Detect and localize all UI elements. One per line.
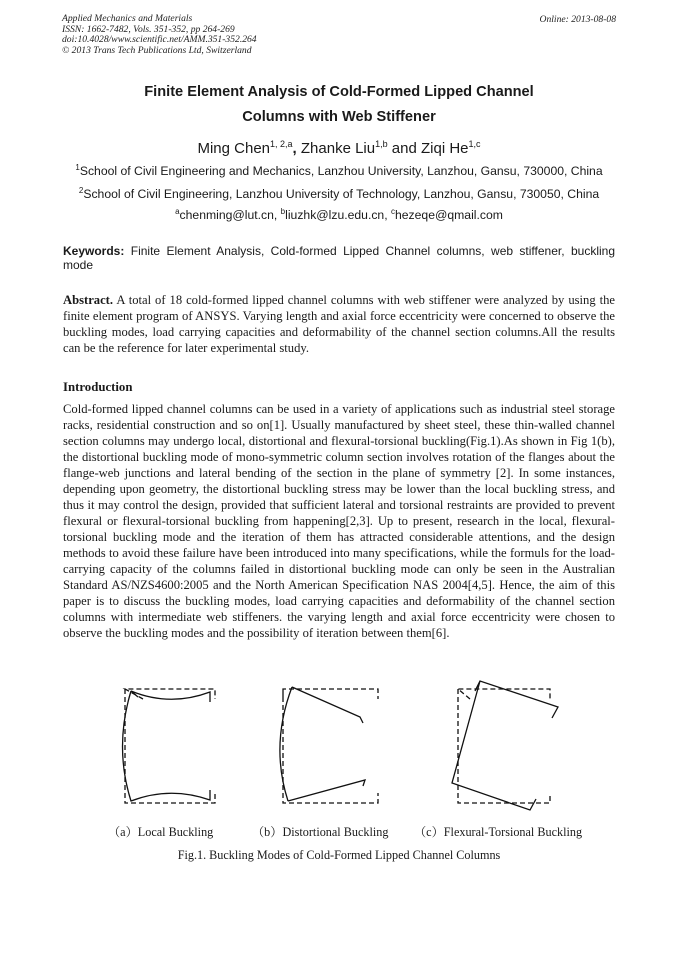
distortional-buckling-diagram <box>280 687 378 803</box>
title-line-1: Finite Element Analysis of Cold-Formed Lipped Channel <box>144 84 534 100</box>
affiliation-sup: 2 <box>78 186 84 195</box>
title-line-2: Columns with Web Stiffener <box>242 109 436 125</box>
keywords <box>63 244 615 272</box>
abstract-label: Abstract. <box>63 293 114 307</box>
figure-caption: Fig.1. Buckling Modes of Cold-Formed Lipped Channel Columns <box>177 848 501 862</box>
deformed-section-outline <box>452 681 558 810</box>
email-sup: c <box>391 207 395 216</box>
author-sup: 1,c <box>468 139 481 149</box>
subcaption-b: （b）Distortional Buckling <box>252 825 389 839</box>
affiliation-text: School of Civil Engineering, Lanzhou University of Technology, Lanzhou, Gansu, 730050, China <box>83 187 600 202</box>
flexural-torsional-buckling-diagram <box>452 681 558 810</box>
deformed-section-outline <box>280 687 365 801</box>
issn-line: ISSN: 1662-7482, Vols. 351-352, pp 264-269 <box>62 23 235 35</box>
author-line <box>0 139 678 157</box>
abstract-text: A total of 18 cold-formed lipped channel columns with web stiffener were analyzed by using the finite element program of ANSYS. Varying length and axial force eccentricity were concerned to observe the buckling modes, load carrying capacities and deformability of the channel section columns.All the results can be the reference for later experimental study. <box>63 293 615 355</box>
affiliation-sup: 1 <box>75 163 80 172</box>
deformed-section-outline <box>123 691 211 801</box>
introduction-heading: Introduction <box>63 380 133 394</box>
author-name: Ziqi He <box>421 140 469 157</box>
email-link[interactable]: chenming@lut.cn, <box>179 208 278 223</box>
introduction-text: Cold-formed lipped channel columns can be used in a variety of applications such as industrial steel storage racks, residential construction and so on[1]. Usually manufactured by sheet steel, these thin-walled channel section columns may undergo local, distortional and flexural-torsional buckling(Fig.1).As shown in Fig 1(b), the distortional buckling mode of mono-symmetric column section involves rotation of the flanges about the flange-web junctions and lateral bending of the section in the plane of symmetry [2]. In some instances, depending upon geometry, the distortional buckling stress may be lower than the local buckling stress, and thus it may control the design, provided that sufficient lateral and torsional restraints are provided to prevent flexural or flexural-torsional buckling from happening[2,3]. Up to present, research in the local, flexural-torsional buckling mode and the iteration of them has attracted considerable attentions, and the design methods to avoid these failure have been introduced into many specifications, while the formuls for the load-carrying capacity of the columns failed in distortional buckling mode can only be seen in the Australian Standard AS/NZS4600:2005 and the North American Specification NAS 2004[4,5]. Hence, the aim of this paper is to discuss the buckling modes, load carrying capacities and deformability of the channel section columns with intermediate web stiffeners. the varying length and axial force eccentricity were chosen to observe the buckling modes and the possibility of iteration between them[6]. <box>63 402 615 640</box>
keywords-text: Finite Element Analysis, Cold-formed Lipped Channel columns, web stiffener, buckling mode <box>63 244 615 272</box>
author-separator: and <box>391 140 417 157</box>
buckling-modes-figure <box>100 675 600 820</box>
undeformed-section-outline <box>283 689 378 803</box>
local-buckling-diagram <box>123 689 216 803</box>
affiliation-text: School of Civil Engineering and Mechanics, Lanzhou University, Lanzhou, Gansu, 730000, China <box>79 164 603 179</box>
subcaption-a: （a）Local Buckling <box>108 825 214 839</box>
email-sup: a <box>175 207 180 216</box>
email-line <box>0 207 678 222</box>
author-sup: 1, 2,a <box>270 139 293 149</box>
email-link[interactable]: hezeqe@qmail.com <box>395 208 503 223</box>
email-sup: b <box>280 207 286 216</box>
keywords-label: Keywords: <box>63 244 125 258</box>
affiliation-2 <box>0 186 678 201</box>
paper-title <box>0 80 678 130</box>
journal-name: Applied Mechanics and Materials <box>62 13 193 24</box>
email-link[interactable]: liuzhk@lzu.edu.cn, <box>285 208 388 223</box>
undeformed-section-outline <box>458 689 550 803</box>
copyright-line: © 2013 Trans Tech Publications Ltd, Switzerland <box>62 44 252 56</box>
author-separator: , <box>292 140 297 157</box>
author-name: Zhanke Liu <box>300 140 376 157</box>
author-name: Ming Chen <box>197 140 271 157</box>
undeformed-section-outline <box>125 689 215 803</box>
author-sup: 1,b <box>375 139 388 149</box>
doi-line: doi:10.4028/www.scientific.net/AMM.351-352.264 <box>62 34 257 46</box>
journal-header <box>62 14 257 56</box>
online-date: Online: 2013-08-08 <box>539 14 616 25</box>
subcaption-c: （c）Flexural-Torsional Buckling <box>414 825 583 839</box>
affiliation-1 <box>0 163 678 178</box>
abstract <box>63 292 615 356</box>
